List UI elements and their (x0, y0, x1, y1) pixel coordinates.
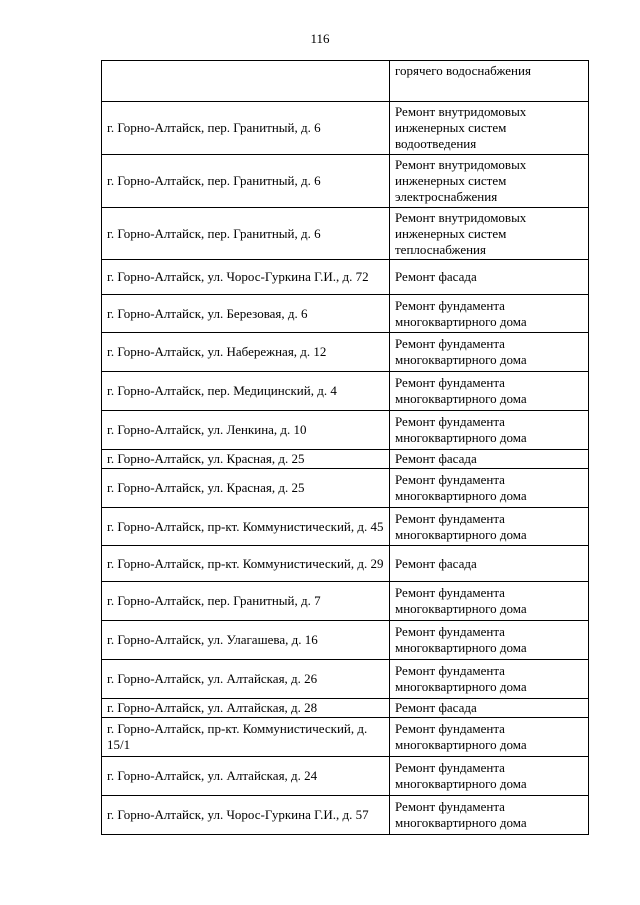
address-cell: г. Горно-Алтайск, пер. Гранитный, д. 6 (102, 208, 390, 260)
address-cell: г. Горно-Алтайск, ул. Алтайская, д. 24 (102, 757, 390, 796)
work-cell: Ремонт внутридомовых инженерных систем водоотведения (390, 102, 589, 155)
table-row (102, 796, 589, 835)
table-row (102, 295, 589, 333)
work-cell: Ремонт фундамента многоквартирного дома (390, 469, 589, 508)
address-cell: г. Горно-Алтайск, пер. Гранитный, д. 6 (102, 155, 390, 208)
works-table (101, 60, 589, 835)
table-row (102, 333, 589, 372)
table-row (102, 155, 589, 208)
table-row (102, 699, 589, 718)
address-cell: г. Горно-Алтайск, ул. Улагашева, д. 16 (102, 621, 390, 660)
address-cell: г. Горно-Алтайск, ул. Березовая, д. 6 (102, 295, 390, 333)
table-row (102, 372, 589, 411)
page-number: 116 (310, 31, 330, 46)
work-cell: Ремонт фундамента многоквартирного дома (390, 508, 589, 546)
work-cell: Ремонт фундамента многоквартирного дома (390, 757, 589, 796)
address-cell: г. Горно-Алтайск, ул. Алтайская, д. 28 (102, 699, 390, 718)
address-cell: г. Горно-Алтайск, пр-кт. Коммунистический, д. 45 (102, 508, 390, 546)
address-cell (102, 61, 390, 102)
address-cell: г. Горно-Алтайск, ул. Красная, д. 25 (102, 450, 390, 469)
table-row (102, 757, 589, 796)
work-cell: Ремонт фундамента многоквартирного дома (390, 411, 589, 450)
address-cell: г. Горно-Алтайск, ул. Чорос-Гуркина Г.И., д. 57 (102, 796, 390, 835)
work-cell: Ремонт фундамента многоквартирного дома (390, 372, 589, 411)
table-row (102, 450, 589, 469)
address-cell: г. Горно-Алтайск, ул. Алтайская, д. 26 (102, 660, 390, 699)
work-cell: Ремонт фасада (390, 699, 589, 718)
table-row (102, 508, 589, 546)
work-cell: Ремонт фасада (390, 450, 589, 469)
work-cell: Ремонт фундамента многоквартирного дома (390, 718, 589, 757)
work-cell: Ремонт внутридомовых инженерных систем электроснабжения (390, 155, 589, 208)
table-row (102, 411, 589, 450)
work-cell: Ремонт фасада (390, 546, 589, 582)
table-row (102, 208, 589, 260)
table-row (102, 102, 589, 155)
address-cell: г. Горно-Алтайск, пер. Гранитный, д. 7 (102, 582, 390, 621)
work-cell: Ремонт фундамента многоквартирного дома (390, 621, 589, 660)
table-row (102, 718, 589, 757)
work-cell: Ремонт фундамента многоквартирного дома (390, 660, 589, 699)
work-cell: Ремонт фундамента многоквартирного дома (390, 796, 589, 835)
address-cell: г. Горно-Алтайск, ул. Красная, д. 25 (102, 469, 390, 508)
work-cell: Ремонт фундамента многоквартирного дома (390, 333, 589, 372)
address-cell: г. Горно-Алтайск, ул. Чорос-Гуркина Г.И., д. 72 (102, 260, 390, 295)
table-row (102, 582, 589, 621)
table-row (102, 61, 589, 102)
address-cell: г. Горно-Алтайск, пр-кт. Коммунистический, д. 29 (102, 546, 390, 582)
table-row (102, 660, 589, 699)
work-cell: горячего водоснабжения (390, 61, 589, 102)
address-cell: г. Горно-Алтайск, пер. Медицинский, д. 4 (102, 372, 390, 411)
work-cell: Ремонт фасада (390, 260, 589, 295)
table-row (102, 469, 589, 508)
address-cell: г. Горно-Алтайск, пр-кт. Коммунистический, д. 15/1 (102, 718, 390, 757)
table-row (102, 621, 589, 660)
table-row (102, 260, 589, 295)
table-row (102, 546, 589, 582)
work-cell: Ремонт внутридомовых инженерных систем теплоснабжения (390, 208, 589, 260)
work-cell: Ремонт фундамента многоквартирного дома (390, 582, 589, 621)
address-cell: г. Горно-Алтайск, пер. Гранитный, д. 6 (102, 102, 390, 155)
address-cell: г. Горно-Алтайск, ул. Ленкина, д. 10 (102, 411, 390, 450)
address-cell: г. Горно-Алтайск, ул. Набережная, д. 12 (102, 333, 390, 372)
work-cell: Ремонт фундамента многоквартирного дома (390, 295, 589, 333)
